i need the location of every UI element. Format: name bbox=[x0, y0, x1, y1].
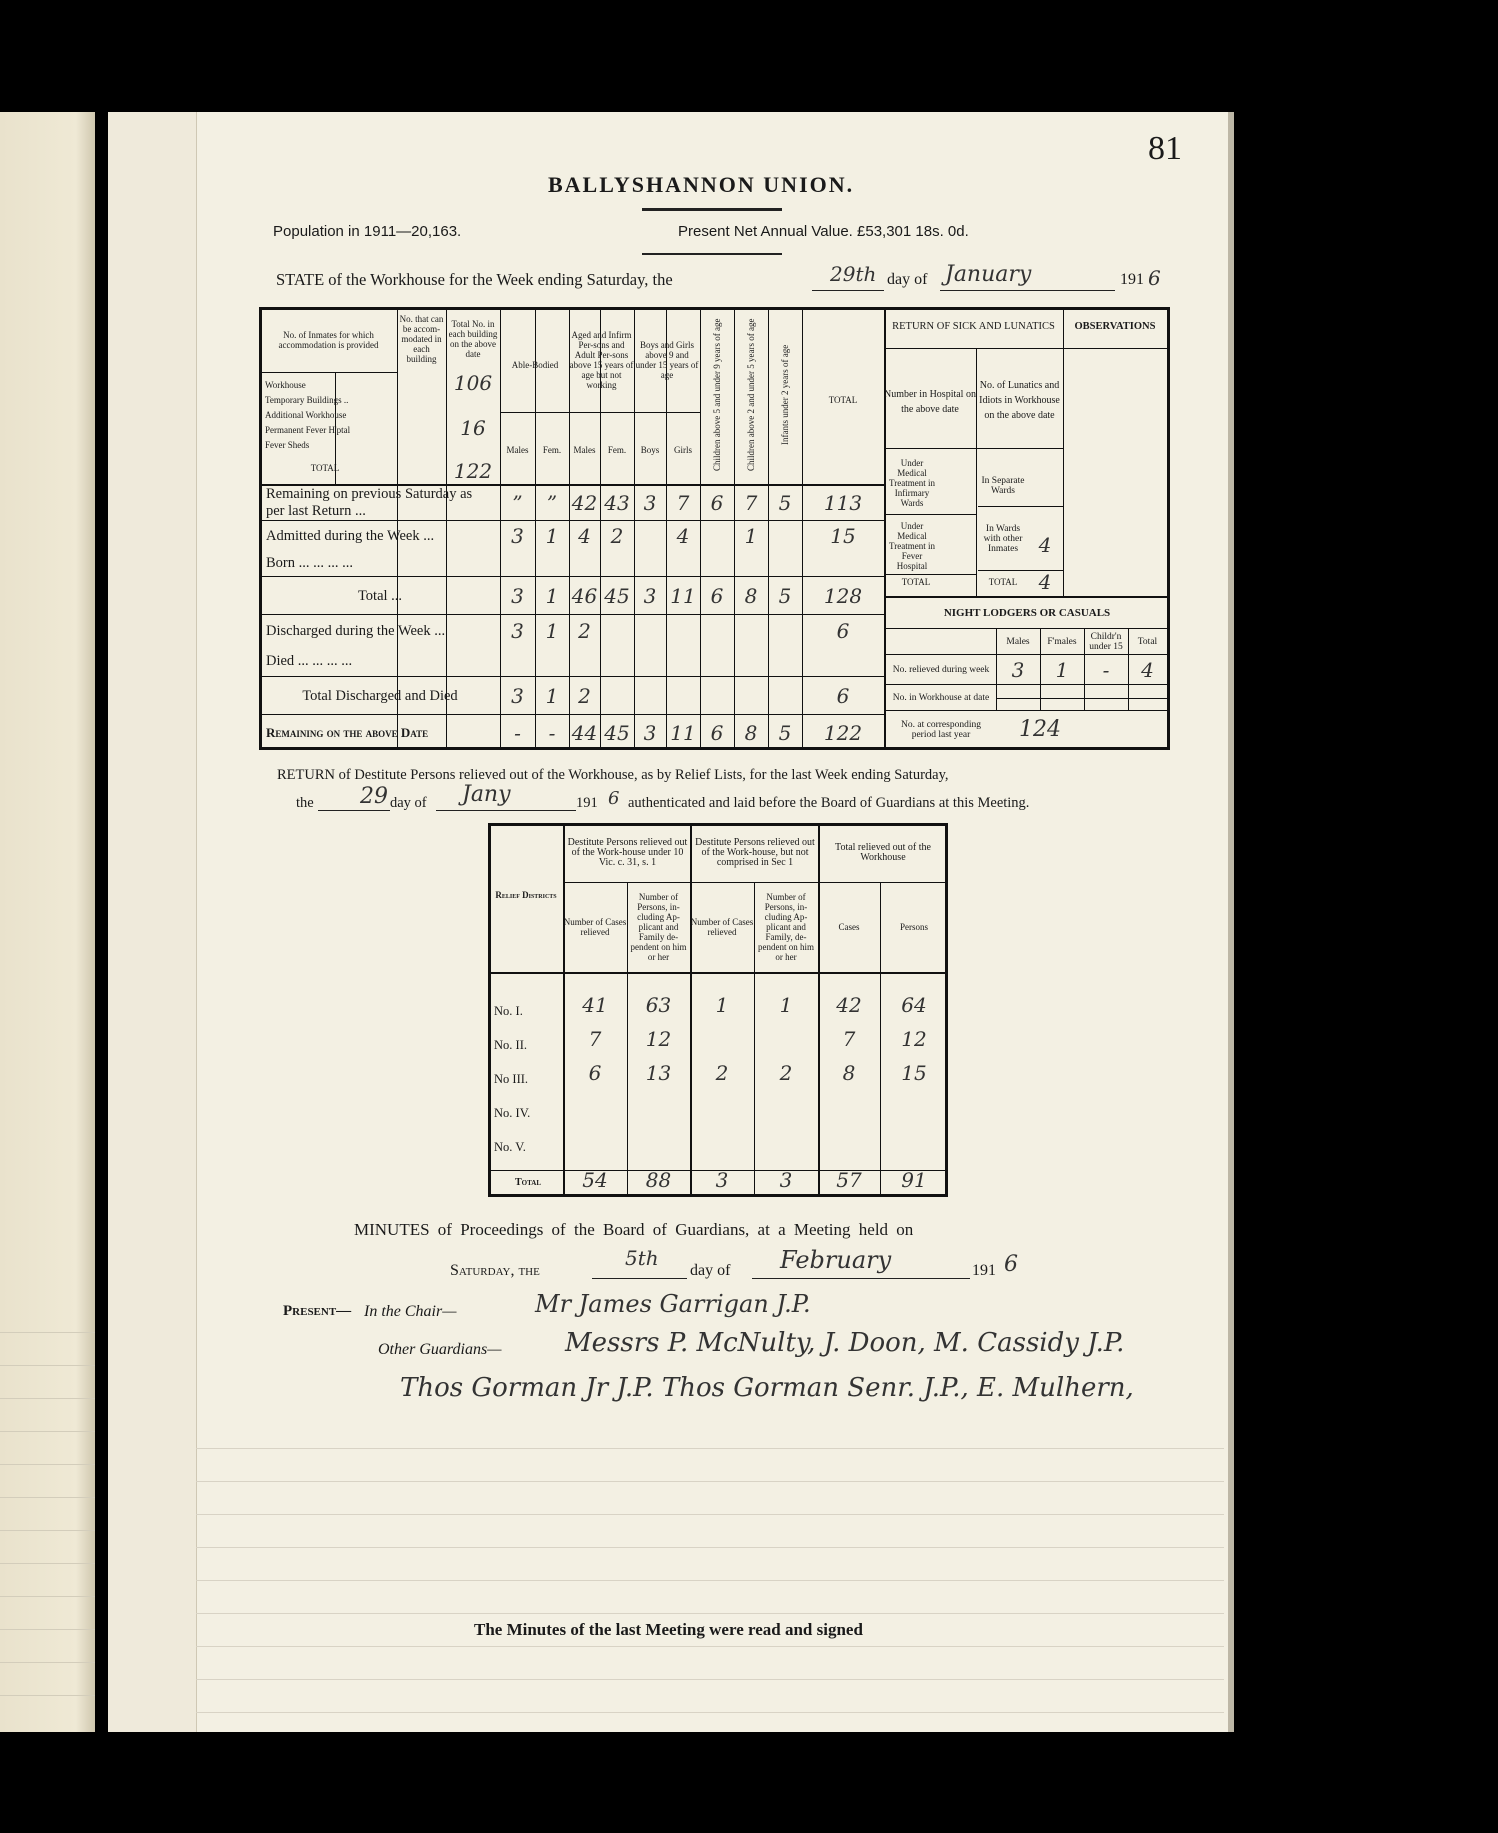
left-ruled-line bbox=[0, 1662, 95, 1663]
col-header-no-that: No. that can be accom-modated in each building bbox=[399, 314, 444, 364]
col-header-inmates: No. of Inmates for which accommodation is provided bbox=[278, 329, 379, 350]
building-label: Additional Workhouse bbox=[265, 410, 347, 420]
sick-separate: In Separate Wards bbox=[981, 476, 1025, 496]
others-line1: Messrs P. McNulty, J. Doon, M. Cassidy J.P. bbox=[565, 1328, 1125, 1358]
row-cell: 3 bbox=[643, 491, 657, 515]
sick-lunatic-total-value: 4 bbox=[1038, 570, 1052, 594]
left-ruled-line bbox=[0, 1431, 95, 1432]
relief-row-cell: 42 bbox=[836, 993, 862, 1017]
table-rule bbox=[488, 1194, 948, 1197]
relief-row-cell: 6 bbox=[588, 1061, 602, 1085]
buildings-total-label: TOTAL bbox=[310, 463, 340, 473]
row-cell: - bbox=[548, 721, 556, 745]
row-cell: 46 bbox=[571, 584, 598, 608]
left-ruled-line bbox=[0, 1596, 95, 1597]
row-cell: 44 bbox=[571, 721, 598, 745]
minutes-heading: MINUTES of Proceedings of the Board of Guardians, at a Meeting held on bbox=[354, 1220, 914, 1239]
row-cell: 11 bbox=[670, 584, 696, 608]
relief-subheader-persons2: Number of Persons, in-cluding Ap-plicant and Family, de-pendent on him or her bbox=[758, 892, 814, 962]
row-cell: 2 bbox=[578, 619, 591, 643]
table-rule bbox=[259, 714, 884, 715]
lodgers-corresponding-label: No. at corresponding period last year bbox=[901, 720, 981, 740]
relief-dayof: day of bbox=[390, 795, 427, 811]
building-value: 106 bbox=[453, 371, 493, 395]
row-label: Discharged during the Week ... bbox=[266, 622, 446, 639]
building-label: Fever Sheds bbox=[265, 440, 310, 450]
state-heading: STATE of the Workhouse for the Week ending Saturday, the bbox=[276, 270, 673, 289]
row-label: Remaining on previous Saturday as per last Return ... bbox=[266, 486, 473, 519]
relief-year: 191 bbox=[576, 795, 598, 811]
row-cell: 4 bbox=[578, 524, 591, 548]
page-number: 81 bbox=[1148, 130, 1182, 167]
row-cell: 7 bbox=[744, 491, 758, 515]
col-header-boys-girls: Boys and Girls above 9 and under 15 years of age bbox=[635, 340, 699, 380]
lodgers-corresponding-value: 124 bbox=[1019, 716, 1061, 742]
ruled-line bbox=[196, 1580, 1224, 1581]
col-subheader-fem-3: Fem. bbox=[607, 445, 627, 455]
page-title: BALLYSHANNON UNION. bbox=[548, 172, 855, 197]
left-ruled-line bbox=[0, 1365, 95, 1366]
col-header-children-2-5: Children above 2 and under 5 years of age bbox=[746, 318, 756, 472]
left-ruled-line bbox=[0, 1695, 95, 1696]
population-text: Population in 1911—20,163. bbox=[273, 223, 462, 240]
col-subheader-fem-1: Fem. bbox=[542, 445, 562, 455]
sick-fever: Under Medical Treatment in Fever Hospital bbox=[889, 521, 935, 571]
minutes-month: February bbox=[780, 1246, 892, 1274]
table-rule bbox=[488, 972, 948, 974]
relief-total-cell: 3 bbox=[715, 1168, 729, 1192]
observations-heading: OBSERVATIONS bbox=[1074, 321, 1156, 332]
lodgers-relieved-value: 1 bbox=[1055, 658, 1069, 682]
table-rule bbox=[259, 520, 884, 521]
left-ruled-line bbox=[0, 1398, 95, 1399]
state-month: January bbox=[945, 262, 1032, 287]
row-cell: 8 bbox=[744, 584, 758, 608]
relief-day-line bbox=[318, 810, 390, 811]
relief-row-cell: 1 bbox=[779, 993, 793, 1017]
row-cell: 3 bbox=[511, 584, 524, 608]
relief-col-districts: Relief Districts bbox=[495, 890, 557, 900]
minutes-year-digit: 6 bbox=[1004, 1252, 1018, 1277]
row-cell: 1 bbox=[545, 524, 559, 548]
table-rule bbox=[884, 710, 1170, 711]
left-ruled-line bbox=[0, 1530, 95, 1531]
relief-subheader-tcases: Cases bbox=[838, 922, 860, 932]
row-label: Total Discharged and Died bbox=[302, 687, 458, 704]
table-rule bbox=[884, 684, 1170, 685]
relief-row-label: No. I. bbox=[494, 1003, 523, 1018]
table-rule bbox=[978, 506, 1063, 507]
row-label: Remaining on the above Date bbox=[266, 725, 429, 740]
minutes-day: 5th bbox=[625, 1246, 659, 1270]
ruled-line bbox=[196, 1679, 1224, 1680]
relief-rest: authenticated and laid before the Board of Guardians at this Meeting. bbox=[628, 795, 1030, 811]
state-year-prefix: 191 bbox=[1120, 271, 1144, 288]
relief-row-cell: 41 bbox=[582, 993, 608, 1017]
minutes-signed: The Minutes of the last Meeting were read and signed bbox=[474, 1620, 863, 1639]
state-month-line bbox=[940, 290, 1115, 291]
relief-row-cell: 8 bbox=[842, 1061, 856, 1085]
minutes-dayof: day of bbox=[690, 1262, 731, 1279]
row-cell: 15 bbox=[830, 524, 856, 548]
relief-row-cell: 13 bbox=[645, 1061, 672, 1085]
net-value-text: Present Net Annual Value. £53,301 18s. 0d. bbox=[678, 223, 969, 240]
relief-subheader-cases: Number of Cases relieved bbox=[563, 917, 627, 937]
table-rule bbox=[259, 372, 397, 373]
relief-row-cell: 15 bbox=[901, 1061, 927, 1085]
lodgers-relieved-value: 4 bbox=[1141, 658, 1154, 682]
row-label: Total ... bbox=[357, 587, 403, 604]
table-rule bbox=[884, 654, 1170, 655]
lodgers-relieved-label: No. relieved during week bbox=[892, 665, 990, 675]
relief-row-cell: 12 bbox=[901, 1027, 927, 1051]
row-cell: 122 bbox=[823, 721, 863, 745]
sick-lunatic-total-label: TOTAL bbox=[988, 577, 1018, 587]
relief-day: 29 bbox=[360, 784, 388, 809]
sick-hospital-col: Number in Hospital on the above date bbox=[884, 389, 976, 415]
relief-row-cell: 64 bbox=[901, 993, 927, 1017]
relief-year-digit: 6 bbox=[608, 788, 620, 809]
relief-row-label: No. V. bbox=[494, 1139, 526, 1154]
row-cell: 6 bbox=[710, 491, 724, 515]
building-value: 16 bbox=[460, 416, 486, 440]
row-label: Born ... ... ... ... bbox=[266, 554, 353, 571]
col-subheader-males-2: Males bbox=[573, 445, 596, 455]
state-day-line bbox=[812, 290, 884, 291]
relief-total-cell: 88 bbox=[645, 1168, 672, 1192]
relief-total-cell: 3 bbox=[779, 1168, 793, 1192]
relief-subheader-persons: Number of Persons, in-cluding Ap-plicant and Family de-pendent on him or her bbox=[630, 892, 687, 962]
relief-total-cell: 54 bbox=[582, 1168, 608, 1192]
relief-col-group2: Destitute Persons relieved out of the Work-house, but not comprised in Sec 1 bbox=[695, 837, 815, 868]
row-cell: 3 bbox=[511, 524, 524, 548]
row-cell: 5 bbox=[778, 491, 792, 515]
row-cell: ” bbox=[512, 491, 523, 515]
title-underline bbox=[642, 208, 782, 211]
sick-infirmary: Under Medical Treatment in Infirmary Wards bbox=[889, 458, 935, 508]
minutes-year: 191 bbox=[972, 1262, 996, 1279]
row-cell: 45 bbox=[604, 721, 630, 745]
row-cell: 2 bbox=[610, 524, 624, 548]
row-cell: - bbox=[514, 721, 521, 745]
relief-col-group1: Destitute Persons relieved out of the Work-house under 10 Vic. c. 31, s. 1 bbox=[567, 837, 688, 868]
ruled-line bbox=[196, 1547, 1224, 1548]
sick-heading: RETURN OF SICK AND LUNATICS bbox=[892, 320, 1055, 332]
sick-lunatics-col: No. of Lunatics and Idiots in Workhouse on the above date bbox=[979, 379, 1060, 421]
col-header-total: TOTAL bbox=[828, 395, 858, 405]
minutes-day-line bbox=[592, 1278, 687, 1279]
present-label: Present— bbox=[283, 1303, 352, 1319]
relief-month-line bbox=[436, 810, 576, 811]
row-cell: 2 bbox=[578, 684, 591, 708]
ruled-line bbox=[196, 1712, 1224, 1713]
row-cell: 4 bbox=[676, 524, 690, 548]
col-header-aged: Aged and Infirm Per-sons and Adult Per-sons above 15 years of age but not working bbox=[569, 329, 634, 390]
ruled-line bbox=[196, 1613, 1224, 1614]
relief-total-cell: 57 bbox=[836, 1168, 862, 1192]
row-label: Died ... ... ... ... bbox=[266, 652, 353, 669]
row-cell: ” bbox=[546, 491, 558, 515]
chair-name: Mr James Garrigan J.P. bbox=[535, 1290, 811, 1318]
table-rule bbox=[259, 614, 884, 615]
others-label: Other Guardians— bbox=[378, 1341, 502, 1358]
relief-total-label: Total bbox=[515, 1176, 541, 1188]
building-label: Permanent Fever H'ptal bbox=[265, 425, 351, 435]
lodgers-relieved-value: - bbox=[1102, 658, 1110, 682]
row-cell: 3 bbox=[643, 584, 657, 608]
relief-heading: RETURN of Destitute Persons relieved out of the Workhouse, as by Relief Lists, for the last Week ending Saturday, bbox=[277, 767, 949, 783]
relief-row-cell: 2 bbox=[715, 1061, 729, 1085]
table-rule bbox=[884, 448, 1063, 449]
row-label: Admitted during the Week ... bbox=[266, 527, 435, 544]
row-cell: 113 bbox=[823, 491, 863, 515]
ruled-line bbox=[196, 1514, 1224, 1515]
row-cell: 128 bbox=[823, 584, 863, 608]
ruled-line bbox=[196, 1646, 1224, 1647]
row-cell: 3 bbox=[643, 721, 657, 745]
relief-row-cell: 1 bbox=[715, 993, 729, 1017]
row-cell: 1 bbox=[744, 524, 758, 548]
buildings-total-value: 122 bbox=[453, 459, 493, 483]
table-rule bbox=[259, 676, 884, 677]
table-rule bbox=[1063, 348, 1167, 349]
row-cell: 1 bbox=[545, 619, 559, 643]
left-ruled-line bbox=[0, 1464, 95, 1465]
left-ruled-line bbox=[0, 1332, 95, 1333]
row-cell: 1 bbox=[545, 584, 559, 608]
lodgers-relieved-value: 3 bbox=[1011, 658, 1025, 682]
state-year-digit: 6 bbox=[1148, 266, 1161, 290]
relief-month: Jany bbox=[462, 782, 511, 807]
row-cell: 8 bbox=[744, 721, 758, 745]
col-header-children-5-9: Children above 5 and under 9 years of age bbox=[712, 318, 722, 472]
lodgers-col-header: Total bbox=[1137, 637, 1158, 647]
col-subheader-males-0: Males bbox=[506, 445, 529, 455]
relief-row-cell: 7 bbox=[588, 1027, 602, 1051]
chair-label: In the Chair— bbox=[364, 1303, 457, 1320]
row-cell: 3 bbox=[511, 619, 524, 643]
table-rule bbox=[259, 576, 884, 577]
row-cell: 6 bbox=[836, 684, 850, 708]
state-day-of: day of bbox=[887, 271, 928, 288]
left-page-edge bbox=[0, 112, 95, 1732]
row-cell: 42 bbox=[571, 491, 598, 515]
relief-row-label: No. IV. bbox=[494, 1105, 531, 1120]
lodgers-col-header: Childr'n under 15 bbox=[1089, 632, 1123, 652]
relief-row-cell: 7 bbox=[842, 1027, 856, 1051]
sick-other: In Wards with other Inmates bbox=[983, 524, 1023, 554]
relief-row-cell: 12 bbox=[645, 1027, 672, 1051]
row-cell: 6 bbox=[836, 619, 850, 643]
lodgers-col-header: Males bbox=[1006, 637, 1030, 647]
row-cell: 1 bbox=[545, 684, 559, 708]
col-subheader-girls-5: Girls bbox=[674, 445, 692, 455]
row-cell: 6 bbox=[710, 584, 724, 608]
row-cell: 5 bbox=[778, 584, 792, 608]
left-ruled-line bbox=[0, 1497, 95, 1498]
minutes-saturday: Saturday, the bbox=[450, 1262, 540, 1279]
col-header-total-no: Total No. in each building on the above date bbox=[448, 319, 498, 359]
relief-total-cell: 91 bbox=[901, 1168, 927, 1192]
ruled-line bbox=[196, 1481, 1224, 1482]
row-cell: 43 bbox=[604, 491, 630, 515]
lodgers-in-workhouse-label: No. in Workhouse at date bbox=[892, 693, 990, 703]
row-cell: 11 bbox=[670, 721, 696, 745]
value-underline bbox=[642, 253, 782, 255]
row-cell: 6 bbox=[710, 721, 724, 745]
sick-total: TOTAL bbox=[901, 577, 931, 587]
lodgers-heading: NIGHT LODGERS OR CASUALS bbox=[943, 607, 1111, 619]
row-cell: 7 bbox=[676, 491, 690, 515]
state-day: 29th bbox=[830, 262, 877, 286]
table-rule bbox=[996, 698, 1167, 699]
others-line2: Thos Gorman Jr J.P. Thos Gorman Senr. J.P., E. Mulhern, bbox=[400, 1373, 1134, 1403]
left-ruled-line bbox=[0, 1629, 95, 1630]
page-stub bbox=[108, 112, 197, 1732]
relief-col-group3: Total relieved out of the Workhouse bbox=[835, 842, 931, 863]
col-header-infants: Infants under 2 years of age bbox=[780, 344, 790, 446]
relief-row-label: No III. bbox=[494, 1071, 529, 1086]
table-rule bbox=[1063, 307, 1064, 597]
col-subheader-boys-4: Boys bbox=[640, 445, 660, 455]
ruled-line bbox=[196, 1448, 1224, 1449]
table-rule bbox=[563, 882, 948, 883]
col-header-able-bodied: Able-Bodied bbox=[511, 360, 559, 370]
relief-row-cell: 2 bbox=[779, 1061, 793, 1085]
building-label: Workhouse bbox=[265, 380, 306, 390]
row-cell: 5 bbox=[778, 721, 792, 745]
row-cell: 45 bbox=[604, 584, 630, 608]
building-label: Temporary Buildings .. bbox=[265, 395, 349, 405]
table-rule bbox=[259, 307, 262, 750]
relief-subheader-cases2: Number of Cases relieved bbox=[690, 917, 754, 937]
relief-row-label: No. II. bbox=[494, 1037, 527, 1052]
row-cell: 3 bbox=[511, 684, 524, 708]
relief-the: the bbox=[296, 795, 314, 811]
sick-other-value: 4 bbox=[1038, 533, 1052, 557]
minutes-month-line bbox=[752, 1278, 970, 1279]
left-ruled-line bbox=[0, 1563, 95, 1564]
relief-row-cell: 63 bbox=[645, 993, 672, 1017]
table-rule bbox=[500, 412, 700, 413]
relief-subheader-tpersons: Persons bbox=[899, 922, 928, 932]
table-rule bbox=[884, 348, 1063, 349]
lodgers-col-header: F'males bbox=[1047, 637, 1077, 647]
